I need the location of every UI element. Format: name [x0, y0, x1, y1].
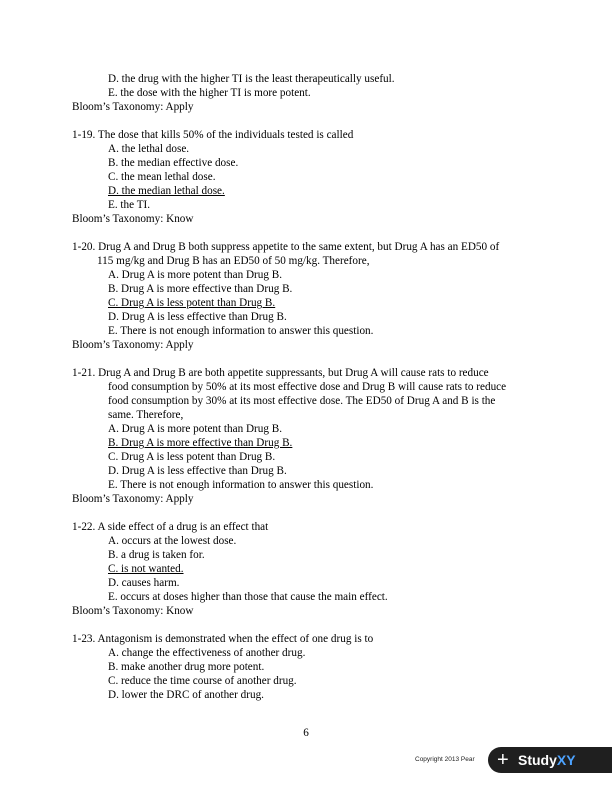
text-line: E. There is not enough information to answer this question.: [108, 479, 374, 491]
text-line: D. causes harm.: [108, 577, 180, 589]
text-line: 1-20. Drug A and Drug B both suppress appetite to the same extent, but Drug A has an ED50 of: [72, 241, 500, 253]
text-line: B. the median effective dose.: [108, 157, 239, 169]
text-line: same. Therefore,: [108, 409, 184, 421]
text-line: Bloom’s Taxonomy: Know: [72, 605, 194, 617]
text-line: C. Drug A is less potent than Drug B.: [108, 451, 276, 463]
text-line: food consumption by 30% at its most effective dose. The ED50 of Drug A and B is the: [108, 395, 496, 407]
plus-icon: +: [497, 749, 509, 771]
copyright-notice: Copyright 2013 Pear: [415, 756, 475, 763]
text-line: B. a drug is taken for.: [108, 549, 205, 561]
text-line: 1-23. Antagonism is demonstrated when the effect of one drug is to: [72, 633, 374, 645]
text-line: A. occurs at the lowest dose.: [108, 535, 237, 547]
text-line: E. the TI.: [108, 199, 151, 211]
text-line: E. There is not enough information to answer this question.: [108, 325, 374, 337]
brand-accent: XY: [556, 752, 576, 768]
answer-line-correct: B. Drug A is more effective than Drug B.: [108, 437, 293, 449]
text-line: D. lower the DRC of another drug.: [108, 689, 264, 701]
text-line: Bloom’s Taxonomy: Know: [72, 213, 194, 225]
text-line: A. change the effectiveness of another drug.: [108, 647, 306, 659]
text-line: food consumption by 50% at its most effective dose and Drug B will cause rats to reduce: [108, 381, 507, 393]
text-line: A. Drug A is more potent than Drug B.: [108, 423, 283, 435]
text-line: A. the lethal dose.: [108, 143, 190, 155]
answer-line-correct: D. the median lethal dose.: [108, 185, 225, 197]
text-line: C. reduce the time course of another drug.: [108, 675, 297, 687]
text-line: D. Drug A is less effective than Drug B.: [108, 311, 287, 323]
text-line: B. make another drug more potent.: [108, 661, 265, 673]
text-line: A. Drug A is more potent than Drug B.: [108, 269, 283, 281]
text-line: 1-21. Drug A and Drug B are both appetite suppressants, but Drug A will cause rats to reduce: [72, 367, 489, 379]
text-line: E. the dose with the higher TI is more potent.: [108, 87, 311, 99]
answer-line-correct: C. is not wanted.: [108, 563, 184, 575]
text-line: D. the drug with the higher TI is the least therapeutically useful.: [108, 73, 395, 85]
text-line: Bloom’s Taxonomy: Apply: [72, 493, 194, 505]
text-line: B. Drug A is more effective than Drug B.: [108, 283, 293, 295]
page-number: 6: [303, 727, 309, 739]
text-line: E. occurs at doses higher than those that cause the main effect.: [108, 591, 388, 603]
text-line: 1-19. The dose that kills 50% of the individuals tested is called: [72, 129, 354, 141]
answer-line-correct: C. Drug A is less potent than Drug B.: [108, 297, 276, 309]
text-line: C. the mean lethal dose.: [108, 171, 216, 183]
studyxy-badge[interactable]: [488, 747, 612, 773]
text-line: 1-22. A side effect of a drug is an effect that: [72, 521, 269, 533]
footer: [400, 747, 612, 773]
brand-name: [518, 752, 576, 768]
text-line: Bloom’s Taxonomy: Apply: [72, 339, 194, 351]
text-line: D. Drug A is less effective than Drug B.: [108, 465, 287, 477]
brand-main: Study: [518, 752, 557, 768]
text-line: 115 mg/kg and Drug B has an ED50 of 50 mg/kg. Therefore,: [97, 255, 370, 267]
text-line: Bloom’s Taxonomy: Apply: [72, 101, 194, 113]
